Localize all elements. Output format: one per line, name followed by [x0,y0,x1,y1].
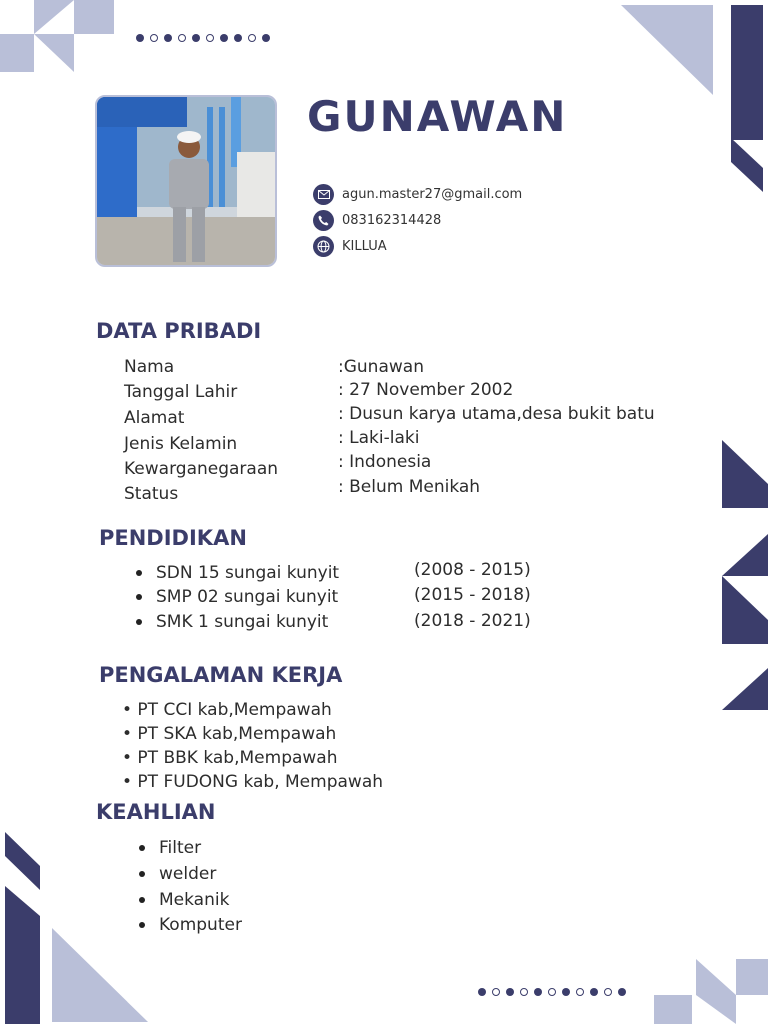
website-text: KILLUA [342,239,387,254]
skill-name: Mekanik [159,890,230,910]
personal-value: :Gunawan [338,357,424,377]
phone-text: 083162314428 [342,213,442,228]
section-title-pengalaman-kerja: PENGALAMAN KERJA [99,663,343,687]
skill-item [139,864,216,884]
personal-label: Kewarganegaraan [124,459,279,479]
corner-decoration-bottom-right [652,955,768,1024]
contact-email [313,184,522,205]
personal-value: : Dusun karya utama,desa bukit batu [338,404,655,424]
bullet-icon [139,897,145,903]
personal-value: : Belum Menikah [338,477,481,497]
experience-item: • PT BBK kab,Mempawah [122,748,338,768]
bullet-icon [139,922,145,928]
school-name: SMP 02 sungai kunyit [156,587,339,607]
education-years: (2015 - 2018) [414,585,531,605]
personal-label: Jenis Kelamin [124,434,238,454]
personal-value: : Indonesia [338,452,432,472]
contact-website [313,236,387,257]
bullet-icon [139,845,145,851]
profile-photo [95,95,277,267]
email-icon [313,184,334,205]
corner-decoration-bottom-left [0,830,160,1024]
phone-icon [313,210,334,231]
skill-item [139,890,229,910]
education-item [136,612,328,632]
section-title-keahlian: KEAHLIAN [96,800,216,824]
experience-item: • PT SKA kab,Mempawah [122,724,337,744]
dots-decoration-bottom [478,988,626,996]
education-item [136,563,339,583]
section-title-pendidikan: PENDIDIKAN [99,526,247,550]
experience-item: • PT CCI kab,Mempawah [122,700,332,720]
skill-item [139,838,201,858]
education-item [136,587,338,607]
bullet-icon [136,594,142,600]
side-decoration-right [722,440,768,712]
section-title-data-pribadi: DATA PRIBADI [96,319,262,343]
school-name: SDN 15 sungai kunyit [156,563,340,583]
contact-phone [313,210,441,231]
personal-label: Alamat [124,408,185,428]
bullet-icon [136,570,142,576]
education-years: (2008 - 2015) [414,560,531,580]
bullet-icon [139,871,145,877]
education-years: (2018 - 2021) [414,611,531,631]
personal-label: Status [124,484,179,504]
personal-value: : 27 November 2002 [338,380,514,400]
skill-item [139,915,242,935]
bullet-icon [136,619,142,625]
school-name: SMK 1 sungai kunyit [156,612,329,632]
skill-name: Filter [159,838,202,858]
globe-icon [313,236,334,257]
experience-item: • PT FUDONG kab, Mempawah [122,772,384,792]
skill-name: Komputer [159,915,242,935]
skill-name: welder [159,864,217,884]
personal-label: Nama [124,357,175,377]
corner-decoration-top-left [0,0,120,80]
personal-label: Tanggal Lahir [124,382,238,402]
dots-decoration-top [136,34,270,42]
candidate-name: GUNAWAN [307,92,568,141]
email-text: agun.master27@gmail.com [342,187,523,202]
personal-value: : Laki-laki [338,428,420,448]
corner-decoration-top-right [618,0,768,200]
